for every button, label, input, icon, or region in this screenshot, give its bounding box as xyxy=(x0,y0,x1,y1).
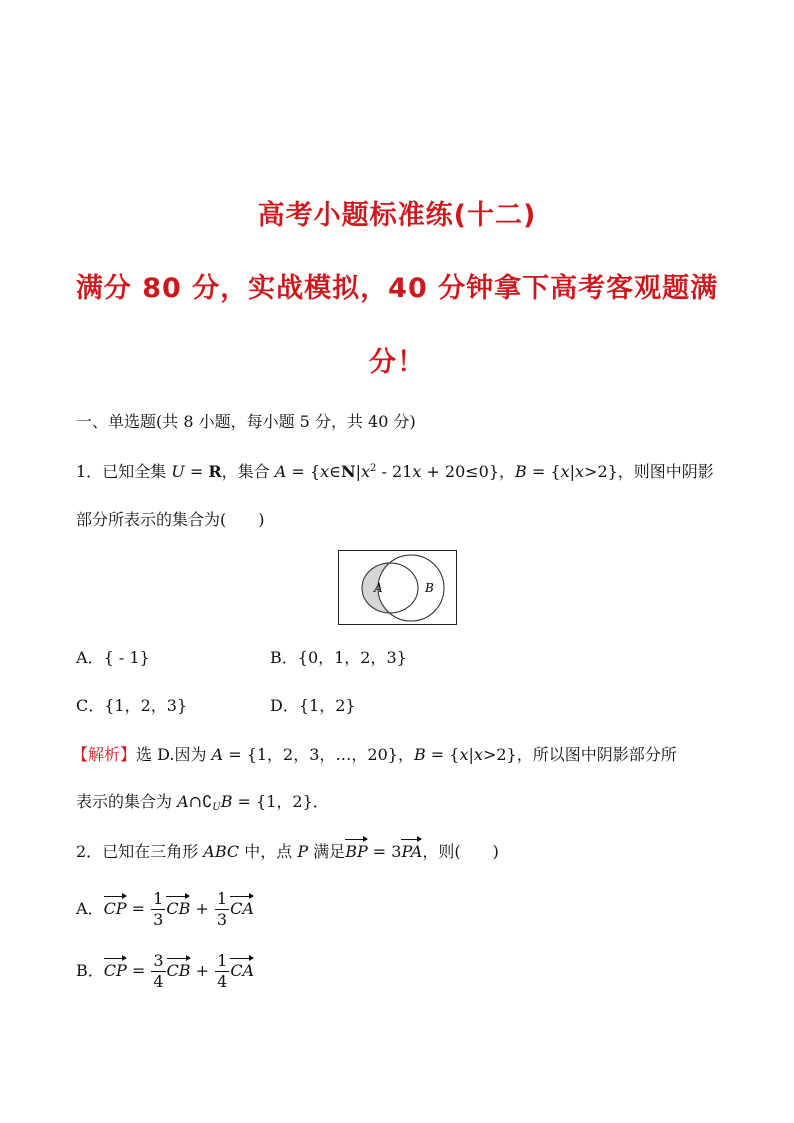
fraction: $\frac{1}{4}$ xyxy=(217,951,228,991)
vector-bp: BP xyxy=(345,842,368,861)
section-heading: 一、单选题(共 8 小题，每小题 5 分，共 40 分) xyxy=(76,412,416,431)
fraction: $\frac{1}{3}$ xyxy=(216,889,228,929)
question-1-line1: 1．已知全集 U = R，集合 $A = \{x\in N|x^2 - 21x + 20\le 0\}$，B = {x|x>2}，则图中阴影 xyxy=(76,462,714,481)
fraction: $\frac{1}{3}$ xyxy=(153,889,164,929)
venn-label-b: B xyxy=(425,581,434,595)
question-2-line1: 2．已知在三角形 ABC 中，点 P 满足BP = 3PA，则( ) xyxy=(76,842,499,861)
option-c: C．{1，2，3} xyxy=(76,696,188,715)
question-2-option-b: B．CP = $\frac{3}{4}$ CB + $\frac{1}{4}$ CA xyxy=(76,951,255,991)
option-b: B．{0，1，2，3} xyxy=(270,648,407,667)
fraction: $\frac{3}{4}$ xyxy=(153,951,164,991)
option-a: A．{ - 1} xyxy=(76,648,150,667)
question-2-option-a: A．CP = $\frac{1}{3}$ CB + $\frac{1}{3}$ CA xyxy=(76,889,254,929)
universal-set-rect xyxy=(339,551,457,625)
question-number: 1． xyxy=(76,462,103,481)
vector-pa: PA xyxy=(401,842,423,861)
page-subtitle-line2: 分！ xyxy=(369,347,425,378)
analysis-tag: 【解析】 xyxy=(72,745,137,764)
page-subtitle-line1: 满分 80 分，实战模拟，40 分钟拿下高考客观题满 xyxy=(75,273,719,304)
option-d: D．{1，2} xyxy=(270,696,356,715)
question-number: 2． xyxy=(76,842,103,861)
question-1-line2: 部分所表示的集合为( ) xyxy=(76,510,265,529)
analysis-line1: 【解析】选 D.因为 A = {1，2，3，…，20}，B = {x|x>2}，所以图中阴影部分所 xyxy=(72,745,677,764)
page-title: 高考小题标准练(十二) xyxy=(257,200,537,231)
analysis-line2: 表示的集合为 $A\cap∁_UB = \{1$，2}． xyxy=(76,792,329,813)
venn-label-a: A xyxy=(374,581,383,595)
venn-diagram xyxy=(338,550,458,626)
